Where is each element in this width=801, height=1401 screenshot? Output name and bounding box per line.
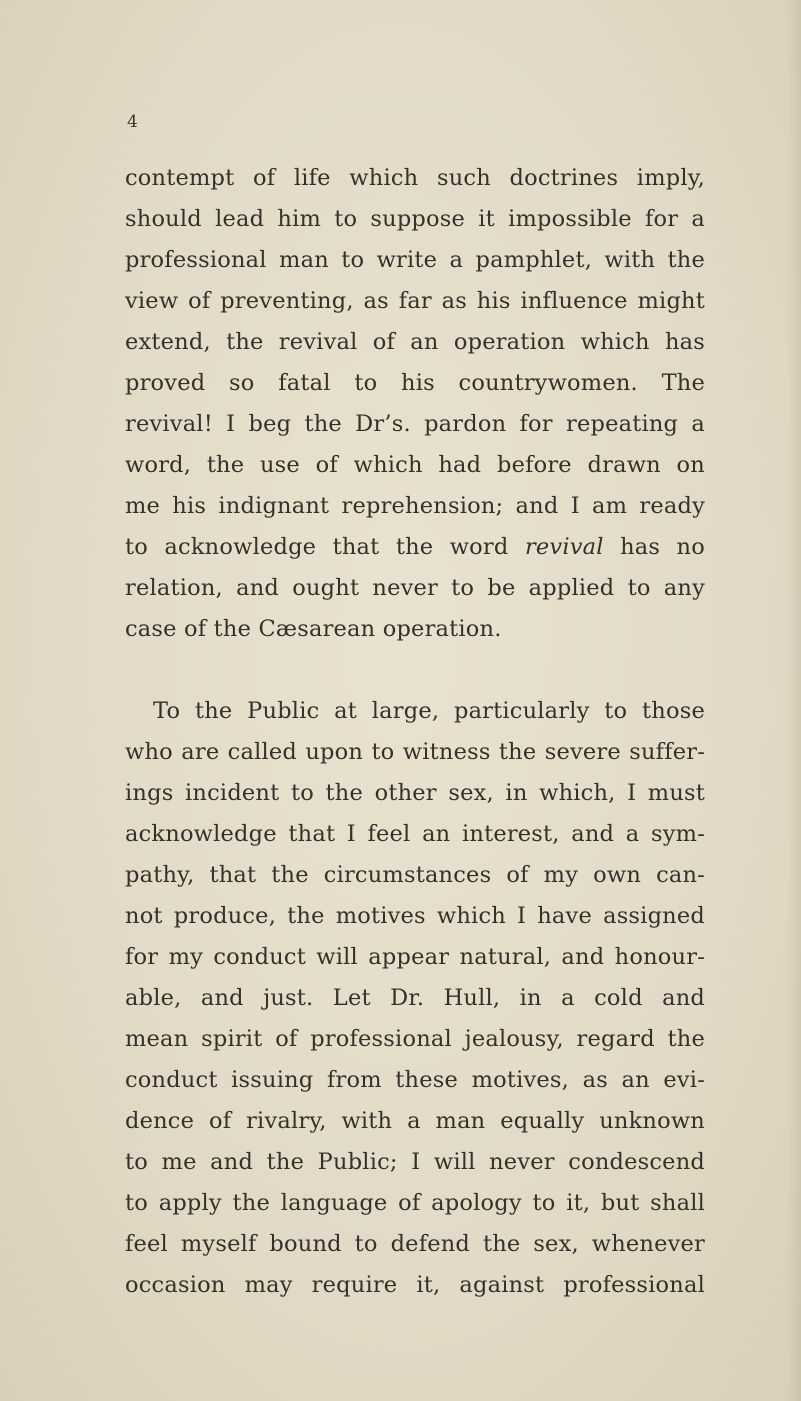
text-line: mean spirit of professional jealousy, regard the: [125, 1026, 705, 1052]
text-line: professional man to write a pamphlet, with the: [125, 247, 705, 273]
text-line: who are called upon to witness the severe suffer-: [125, 739, 705, 765]
text-line: contempt of life which such doctrines imply,: [125, 165, 705, 191]
text-line: able, and just. Let Dr. Hull, in a cold and: [125, 985, 705, 1011]
text-line-with-italic: [125, 527, 705, 568]
text-line: word, the use of which had before drawn on: [125, 452, 705, 478]
text-line: me his indignant reprehension; and I am ready: [125, 493, 705, 519]
paragraph-2: [125, 691, 705, 1306]
text-line: for my conduct will appear natural, and honour-: [125, 944, 705, 970]
text-line: proved so fatal to his countrywomen. The: [125, 370, 705, 396]
text-line: To the Public at large, particularly to those: [153, 698, 705, 724]
text-segment: has no: [620, 534, 705, 560]
text-line: view of preventing, as far as his influence might: [125, 288, 705, 314]
italic-word: revival: [524, 534, 604, 560]
text-line: ings incident to the other sex, in which, I must: [125, 780, 705, 806]
text-line: case of the Cæsarean operation.: [125, 616, 502, 642]
text-line: revival! I beg the Dr’s. pardon for repeating a: [125, 411, 705, 437]
paragraph-gap: [125, 650, 705, 691]
body-text: [125, 158, 705, 1306]
text-line: should lead him to suppose it impossible for a: [125, 206, 705, 232]
page-number: 4: [127, 112, 138, 132]
text-line: conduct issuing from these motives, as an evi-: [125, 1067, 705, 1093]
text-line: relation, and ought never to be applied to any: [125, 575, 705, 601]
text-line: acknowledge that I feel an interest, and a sym-: [125, 821, 705, 847]
text-line: not produce, the motives which I have assigned: [125, 903, 705, 929]
text-line: pathy, that the circumstances of my own can-: [125, 862, 705, 888]
text-line: to me and the Public; I will never condescend: [125, 1149, 705, 1175]
text-segment: to acknowledge that the word: [125, 534, 509, 560]
text-line: extend, the revival of an operation which has: [125, 329, 705, 355]
paragraph-1: [125, 158, 705, 650]
text-line: to apply the language of apology to it, but shall: [125, 1190, 705, 1216]
text-line: dence of rivalry, with a man equally unknown: [125, 1108, 705, 1134]
page-edge-shadow: [787, 0, 801, 1401]
text-line: feel myself bound to defend the sex, whenever: [125, 1231, 705, 1257]
text-line: occasion may require it, against professional: [125, 1272, 705, 1298]
